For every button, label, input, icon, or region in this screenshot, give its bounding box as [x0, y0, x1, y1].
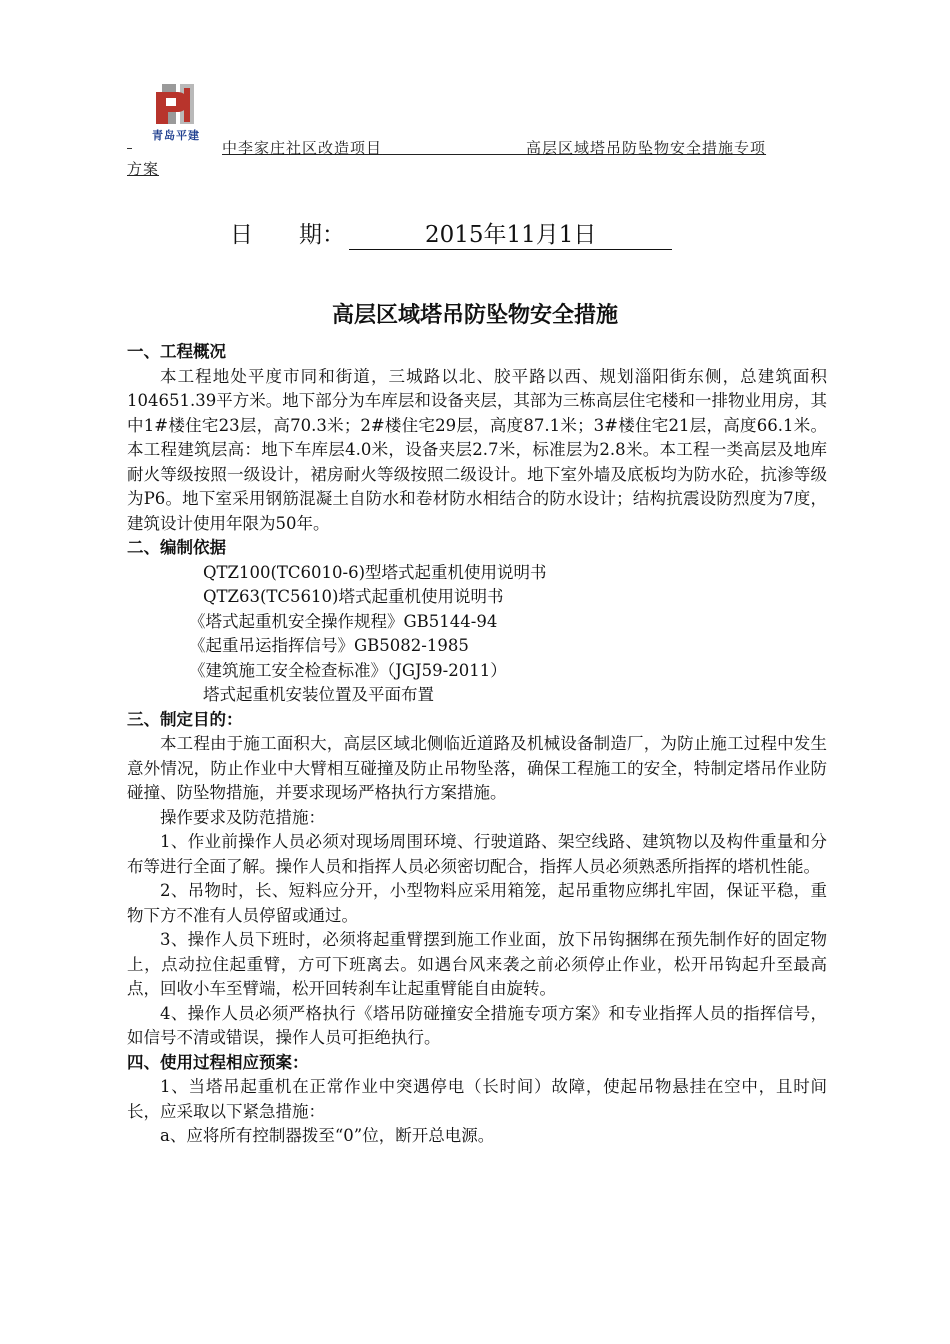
document-title: 高层区域塔吊防坠物安全措施 — [331, 303, 618, 328]
date-label: 日 期： — [230, 222, 345, 248]
reference-item-5: 《建筑施工安全检查标准》（JGJ59-2011） — [189, 660, 507, 680]
paragraph-purpose: 本工程由于施工面积大，高层区域北侧临近道路及机械设备制造厂，为防止施工过程中发生意外情况，防止作业中大臂相互碰撞及防止吊物坠落，确保工程施工的安全，特制定塔吊作业防碰撞、防坠物措施，并要求现场严格执行方案措施。 — [127, 734, 827, 802]
section-heading-1: 一、工程概况 — [127, 342, 226, 361]
logo-text: 青岛平建 — [152, 129, 200, 142]
paragraph-requirement-4: 4、操作人员必须严格执行《塔吊防碰撞安全措施专项方案》和专业指挥人员的指挥信号，如信号不清或错误，操作人员可拒绝执行。 — [127, 1003, 827, 1047]
document-body — [127, 340, 827, 1149]
paragraph-emergency-1: 1、当塔吊起重机在正常作业中突遇停电（长时间）故障，使起吊物悬挂在空中，且时间长，应采取以下紧急措施： — [127, 1077, 827, 1121]
reference-item-6: 塔式起重机安装位置及平面布置 — [203, 685, 434, 704]
running-header — [127, 137, 827, 158]
reference-item-1: QTZ100(TC6010-6)型塔式起重机使用说明书 — [203, 562, 547, 582]
section-heading-4: 四、使用过程相应预案： — [127, 1052, 309, 1072]
reference-item-4: 《起重吊运指挥信号》GB5082-1985 — [189, 636, 469, 655]
reference-item-3: 《塔式起重机安全操作规程》GB5144-94 — [189, 611, 498, 631]
section-heading-3: 三、制定目的： — [127, 709, 243, 729]
date-value: 2015年11月1日 — [349, 216, 672, 250]
section-heading-2: 二、编制依据 — [127, 538, 226, 557]
paragraph-requirements-intro: 操作要求及防范措施： — [160, 807, 325, 827]
header-project: 中李家庄社区改造项目 — [222, 139, 383, 157]
paragraph-emergency-a: a、应将所有控制器拨至“0”位，断开总电源。 — [160, 1126, 495, 1145]
paragraph-requirement-2: 2、吊物时，长、短料应分开，小型物料应采用箱笼，起吊重物应绑扎牢固，保证平稳，重物下方不准有人员停留或通过。 — [127, 881, 827, 925]
header-doc-title: 高层区域塔吊防坠物安全措施专项 — [526, 139, 767, 157]
header-doc-title-line2: 方案 — [127, 160, 160, 178]
paragraph-overview: 本工程地处平度市同和街道，三城路以北、胶平路以西、规划淄阳街东侧，总建筑面积104651.39平方米。地下部分为车库层和设备夹层，其部为三栋高层住宅楼和一排物业用房，其中1#楼住宅23层，高70.3米；2#楼住宅29层，高度87.1米；3#楼住宅21层，高度66.1米。本工程建筑层高：地下车库层4.0米，设备夹层2.7米，标准层为2.8米。本工程一类高层及地库耐火等级按照一级设计，裙房耐火等级按照二级设计。地下室外墙及底板均为防水砼，抗渗等级为P6。地下室采用钢筋混凝土自防水和卷材防水相结合的防水设计；结构抗震设防烈度为7度，建筑设计使用年限为50年。 — [127, 366, 827, 533]
paragraph-requirement-3: 3、操作人员下班时，必须将起重臂摆到施工作业面，放下吊钩捆绑在预先制作好的固定物上，点动拉住起重臂，方可下班离去。如遇台风来袭之前必须停止作业，松开吊钩起升至最高点，回收小车至臂端，松开回转刹车让起重臂能自由旋转。 — [127, 930, 827, 998]
reference-item-2: QTZ63(TC5610)塔式起重机使用说明书 — [203, 587, 504, 606]
date-row — [230, 216, 672, 250]
paragraph-requirement-1: 1、作业前操作人员必须对现场周围环境、行驶道路、架空线路、建筑物以及构件重量和分布等进行全面了解。操作人员和指挥人员必须密切配合，指挥人员必须熟悉所指挥的塔机性能。 — [127, 832, 827, 876]
